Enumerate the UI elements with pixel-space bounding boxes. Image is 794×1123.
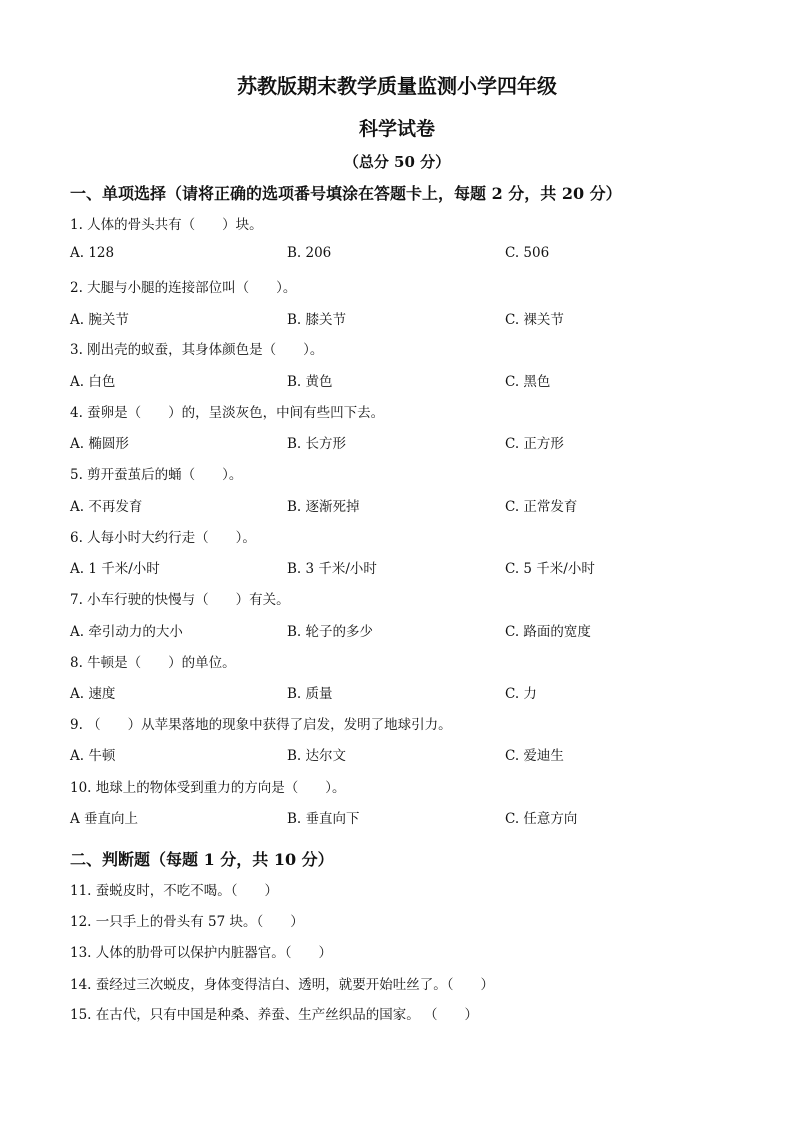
q10-option-c: C. 任意方向	[505, 811, 578, 827]
q1-option-a: A. 128	[70, 245, 115, 261]
q9-option-c: C. 爱迪生	[505, 748, 564, 764]
question-7: 7. 小车行驶的快慢与（ ）有关。	[70, 592, 290, 608]
q6-option-b: B. 3 千米/小时	[287, 561, 377, 577]
q4-option-a: A. 椭圆形	[70, 436, 129, 452]
q10-option-b: B. 垂直向下	[287, 811, 360, 827]
q5-option-b: B. 逐渐死掉	[287, 499, 360, 515]
question-6: 6. 人每小时大约行走（ ）。	[70, 530, 256, 546]
q3-option-b: B. 黄色	[287, 374, 333, 390]
exam-total-score: （总分 50 分）	[343, 153, 451, 171]
question-9: 9. （ ）从苹果落地的现象中获得了启发，发明了地球引力。	[70, 717, 452, 733]
q4-option-b: B. 长方形	[287, 436, 347, 452]
question-12: 12. 一只手上的骨头有 57 块。（ ）	[70, 914, 304, 930]
q3-option-a: A. 白色	[70, 374, 116, 390]
q8-option-a: A. 速度	[70, 686, 116, 702]
q8-option-b: B. 质量	[287, 686, 333, 702]
q6-option-a: A. 1 千米/小时	[70, 561, 160, 577]
question-14: 14. 蚕经过三次蜕皮，身体变得洁白、透明，就要开始吐丝了。（ ）	[70, 977, 495, 993]
q2-option-b: B. 膝关节	[287, 312, 347, 328]
q2-option-a: A. 腕关节	[70, 312, 129, 328]
q7-option-c: C. 路面的宽度	[505, 624, 591, 640]
question-13: 13. 人体的肋骨可以保护内脏器官。（ ）	[70, 945, 333, 961]
q5-option-a: A. 不再发育	[70, 499, 143, 515]
q2-option-c: C. 裸关节	[505, 312, 564, 328]
question-5: 5. 剪开蚕茧后的蛹（ ）。	[70, 467, 243, 483]
q9-option-b: B. 达尔文	[287, 748, 347, 764]
q1-option-c: C. 506	[505, 245, 550, 261]
question-11: 11. 蚕蜕皮时，不吃不喝。（ ）	[70, 883, 279, 899]
question-2: 2. 大腿与小腿的连接部位叫（ ）。	[70, 280, 297, 296]
q4-option-c: C. 正方形	[505, 436, 564, 452]
q10-option-a: A 垂直向上	[70, 811, 139, 827]
question-8: 8. 牛顿是（ ）的单位。	[70, 655, 236, 671]
q3-option-c: C. 黑色	[505, 374, 551, 390]
question-4: 4. 蚕卵是（ ）的，呈淡灰色，中间有些凹下去。	[70, 405, 385, 421]
section-1-heading: 一、单项选择（请将正确的选项番号填涂在答题卡上，每题 2 分，共 20 分）	[70, 184, 622, 203]
q8-option-c: C. 力	[505, 686, 537, 702]
exam-subject: 科学试卷	[358, 118, 435, 140]
q6-option-c: C. 5 千米/小时	[505, 561, 595, 577]
q5-option-c: C. 正常发育	[505, 499, 578, 515]
question-15: 15. 在古代，只有中国是种桑、养蚕、生产丝织品的国家。 （ ）	[70, 1007, 479, 1023]
q7-option-a: A. 牵引动力的大小	[70, 624, 183, 640]
q7-option-b: B. 轮子的多少	[287, 624, 374, 640]
q1-option-b: B. 206	[287, 245, 332, 261]
section-2-heading: 二、判断题（每题 1 分，共 10 分）	[70, 850, 334, 869]
question-10: 10. 地球上的物体受到重力的方向是（ ）。	[70, 780, 346, 796]
question-3: 3. 刚出壳的蚁蚕，其身体颜色是（ ）。	[70, 342, 324, 358]
exam-title: 苏教版期末教学质量监测小学四年级	[237, 74, 557, 98]
question-1: 1. 人体的骨头共有（ ）块。	[70, 217, 263, 233]
q9-option-a: A. 牛顿	[70, 748, 116, 764]
